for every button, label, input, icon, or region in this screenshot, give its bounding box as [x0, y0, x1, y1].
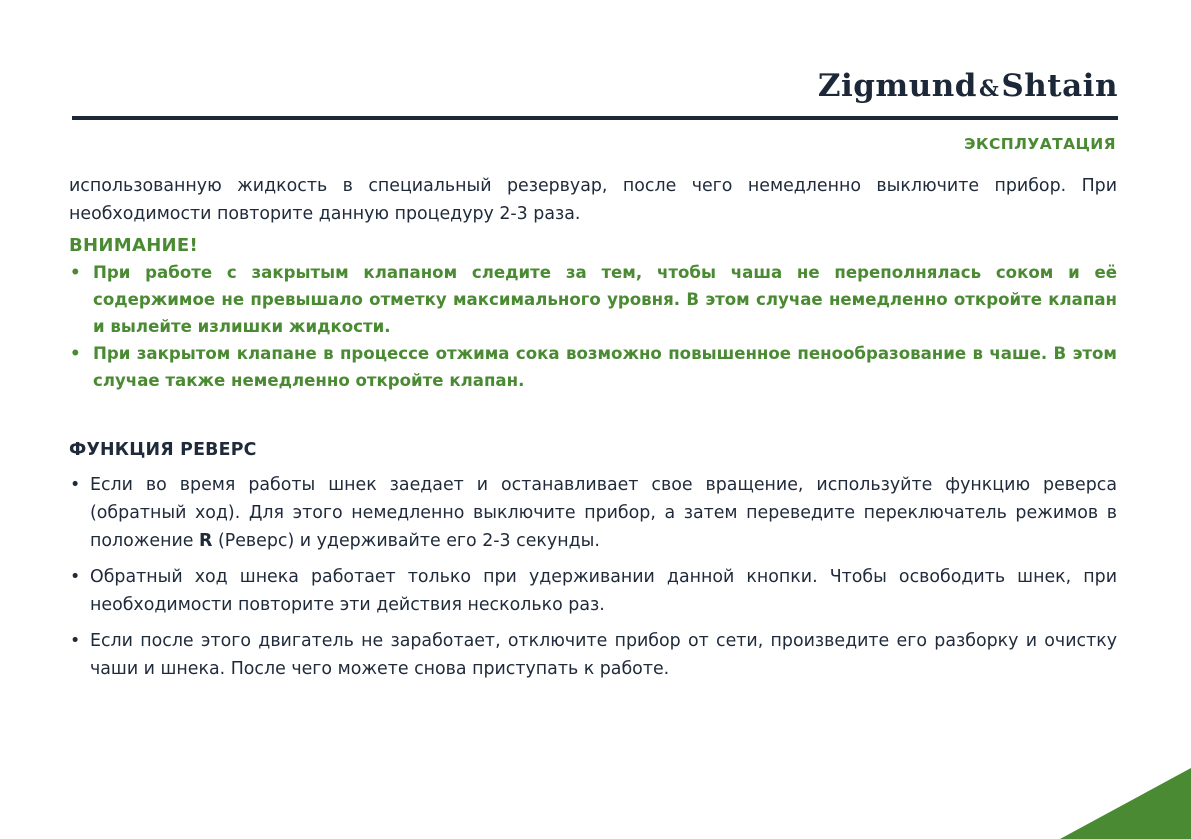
bullet-icon: •: [70, 475, 81, 495]
reverse-item-text-a: Если во время работы шнек заедает и останавливает свое вращение, используйте функцию реверса (обратный ход). Для этого немедленно выключите прибор, а затем переведите переключатель режимов в положение: [90, 475, 1117, 551]
reverse-mode-letter: R: [199, 531, 213, 551]
warning-list: [69, 259, 1117, 394]
bullet-icon: •: [70, 631, 81, 651]
reverse-list: [69, 471, 1117, 683]
warning-title: ВНИМАНИЕ!: [69, 235, 199, 256]
warning-item-text: При закрытом клапане в процессе отжима сока возможно повышенное пенообразование в чаше. В этом случае также немедленно откройте клапан.: [93, 344, 1117, 390]
reverse-function-title: ФУНКЦИЯ РЕВЕРС: [69, 440, 257, 460]
reverse-item-text: Обратный ход шнека работает только при удерживании данной кнопки. Чтобы освободить шнек, при необходимости повторите эти действия несколько раз.: [90, 567, 1117, 615]
bullet-icon: •: [70, 567, 81, 587]
warning-item-text: При работе с закрытым клапаном следите за тем, чтобы чаша не переполнялась соком и её содержимое не превышало отметку максимального уровня. В этом случае немедленно откройте клапан и вылейте излишки жидкости.: [93, 263, 1117, 336]
page-content: [69, 172, 1117, 691]
bullet-icon: •: [70, 344, 81, 363]
corner-decoration: [1060, 768, 1191, 839]
reverse-item-text: Если после этого двигатель не заработает, отключите прибор от сети, произведите его разборку и очистку чаши и шнека. После чего можете снова приступать к работе.: [90, 631, 1117, 679]
reverse-item: [69, 563, 1117, 619]
warning-item: [69, 259, 1117, 340]
intro-paragraph: использованную жидкость в специальный резервуар, после чего немедленно выключите прибор. При необходимости повторите данную процедуру 2-3 раза.: [69, 176, 1117, 224]
bullet-icon: •: [70, 263, 81, 282]
logo-ampersand: &: [978, 76, 1000, 102]
reverse-item-text-b: (Реверс) и удерживайте его 2-3 секунды.: [212, 531, 600, 551]
reverse-item: [69, 471, 1117, 555]
brand-logo: [818, 68, 1118, 104]
logo-text-right: Shtain: [1001, 68, 1118, 104]
section-title: ЭКСПЛУАТАЦИЯ: [964, 135, 1116, 153]
reverse-item: [69, 627, 1117, 683]
warning-item: [69, 340, 1117, 394]
header-divider: [72, 116, 1118, 120]
logo-text-left: Zigmund: [817, 68, 977, 104]
